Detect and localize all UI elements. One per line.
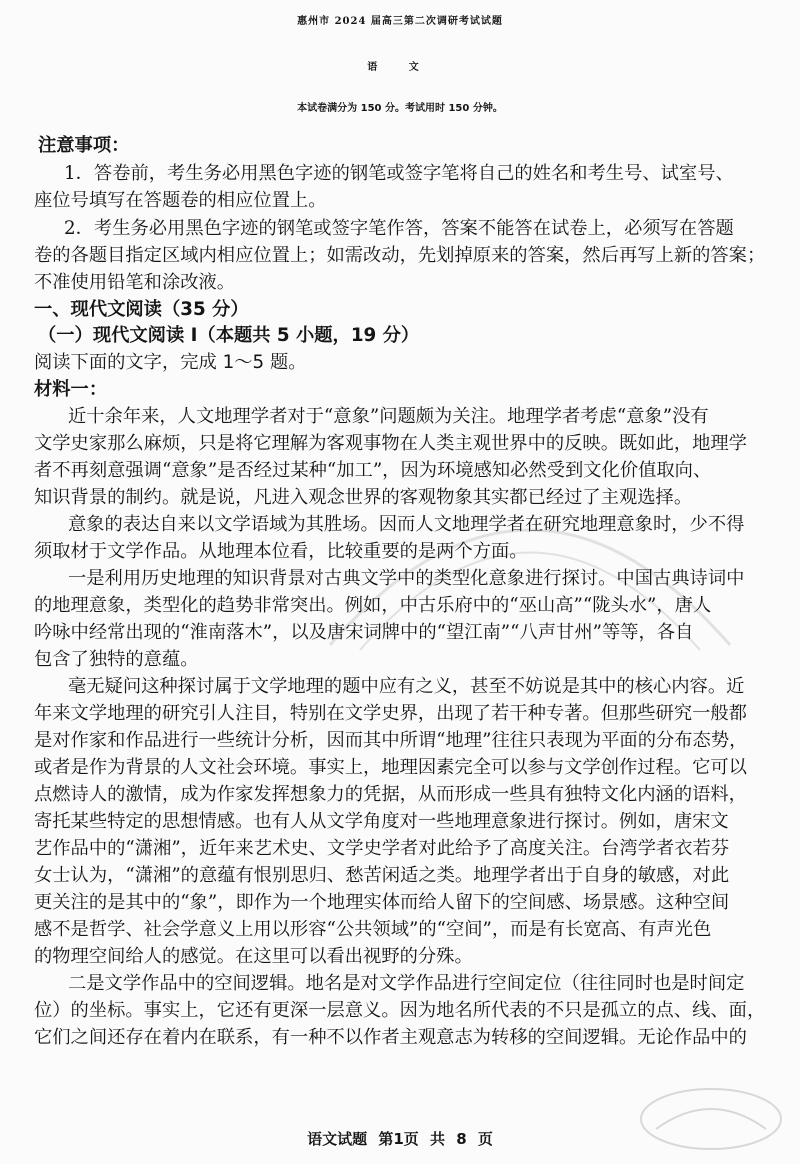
passage-line: 意象的表达自来以文学语域为其胜场。因而人文地理学者在研究地理意象时，少不得 (68, 514, 745, 535)
notice-line: 1．答卷前，考生务必用黑色字迹的钢笔或签字笔将自己的姓名和考生号、试室号、 (64, 163, 734, 184)
passage-line: 二是文学作品中的空间逻辑。地名是对文学作品进行空间定位（往往同时也是时间定 (68, 973, 745, 994)
notice-line: 座位号填写在答题卷的相应位置上。 (34, 190, 327, 211)
notice-line: 卷的各题目指定区域内相应位置上；如需改动，先划掉原来的答案，然后再写上新的答案； (34, 245, 766, 266)
passage-line: 它们之间还存在着内在联系，有一种不以作者主观意志为转移的空间逻辑。无论作品中的 (34, 1027, 747, 1048)
passage-line: 或者是作为背景的人文社会环境。事实上，地理因素完全可以参与文学创作过程。它可以 (34, 757, 747, 778)
passage-line: 更关注的是其中的“象”，即作为一个地理实体而给人留下的空间感、场景感。这种空间 (34, 892, 730, 913)
passage-line: 的物理空间给人的感觉。在这里可以看出视野的分殊。 (34, 946, 473, 967)
exam-title: 惠州市 2024 届高三第二次调研考试试题 (297, 16, 503, 27)
exam-info: 本试卷满分为 150 分。考试用时 150 分钟。 (297, 103, 503, 114)
passage-line: 年来文学地理的研究引人注目，特别在文学史界，出现了若干种专著。但那些研究一般都 (34, 703, 747, 724)
passage-line: 位）的坐标。事实上，它还有更深一层意义。因为地名所代表的不只是孤立的点、线、面， (34, 1000, 766, 1021)
passage-line: 感不是哲学、社会学意义上用以形容“公共领域”的“空间”，而是有长宽高、有声光色 (34, 919, 712, 940)
passage-line: 毫无疑问这种探讨属于文学地理的题中应有之义，甚至不妨说是其中的核心内容。近 (68, 676, 745, 697)
reading-instruction: 阅读下面的文字，完成 1～5 题。 (34, 352, 307, 373)
passage-line: 近十余年来，人文地理学者对于“意象”问题颇为关注。地理学者考虑“意象”没有 (68, 406, 709, 427)
subject-title: 语 文 (367, 62, 433, 73)
notice-heading: 注意事项： (38, 135, 130, 156)
passage-line: 包含了独特的意蕴。 (34, 649, 199, 670)
passage-line: 者不再刻意强调“意象”是否经过某种“加工”，因为环境感知必然受到文化价值取向、 (34, 460, 712, 481)
passage-line: 寄托某些特定的思想情感。也有人从文学角度对一些地理意象进行探讨。例如，唐宋文 (34, 811, 729, 832)
notice-line: 不准使用铅笔和涂改液。 (34, 272, 236, 293)
passage-line: 的地理意象，类型化的趋势非常突出。例如，中古乐府中的“巫山高”“陇头水”，唐人 (34, 595, 712, 616)
page-footer: 语文试题 第1页 共 8 页 (307, 1130, 493, 1148)
passage-line: 文学史家那么麻烦，只是将它理解为客观事物在人类主观世界中的反映。既如此，地理学 (34, 433, 747, 454)
notice-line: 2．考生务必用黑色字迹的钢笔或签字笔作答，答案不能答在试卷上，必须写在答题 (64, 218, 734, 239)
passage-line: 是对作家和作品进行一些统计分析，因而其中所谓“地理”往往只表现为平面的分布态势， (34, 730, 748, 751)
passage-line: 一是利用历史地理的知识背景对古典文学中的类型化意象进行探讨。中国古典诗词中 (68, 568, 745, 589)
corner-watermark-logo (636, 1084, 786, 1154)
passage-line: 艺作品中的“潇湘”，近年来艺术史、文学史学者对此给予了高度关注。台湾学者衣若芬 (34, 838, 730, 859)
passage-line: 点燃诗人的激情，成为作家发挥想象力的凭据，从而形成一些具有独特文化内涵的语料， (34, 784, 747, 805)
passage-line: 吟咏中经常出现的“淮南落木”，以及唐宋词牌中的“望江南”“八声甘州”等等，各自 (34, 622, 694, 643)
passage-line: 须取材于文学作品。从地理本位看，比较重要的是两个方面。 (34, 541, 528, 562)
section-sub-heading: （一）现代文阅读 I（本题共 5 小题，19 分） (38, 325, 420, 346)
material-label: 材料一： (34, 379, 108, 400)
passage-line: 知识背景的制约。就是说，凡进入观念世界的客观物象其实都已经过了主观选择。 (34, 487, 693, 508)
passage-line: 女士认为，“潇湘”的意蕴有恨别思归、愁苦闲适之类。地理学者出于自身的敏感，对此 (34, 865, 730, 886)
section-heading: 一、现代文阅读（35 分） (34, 299, 249, 320)
